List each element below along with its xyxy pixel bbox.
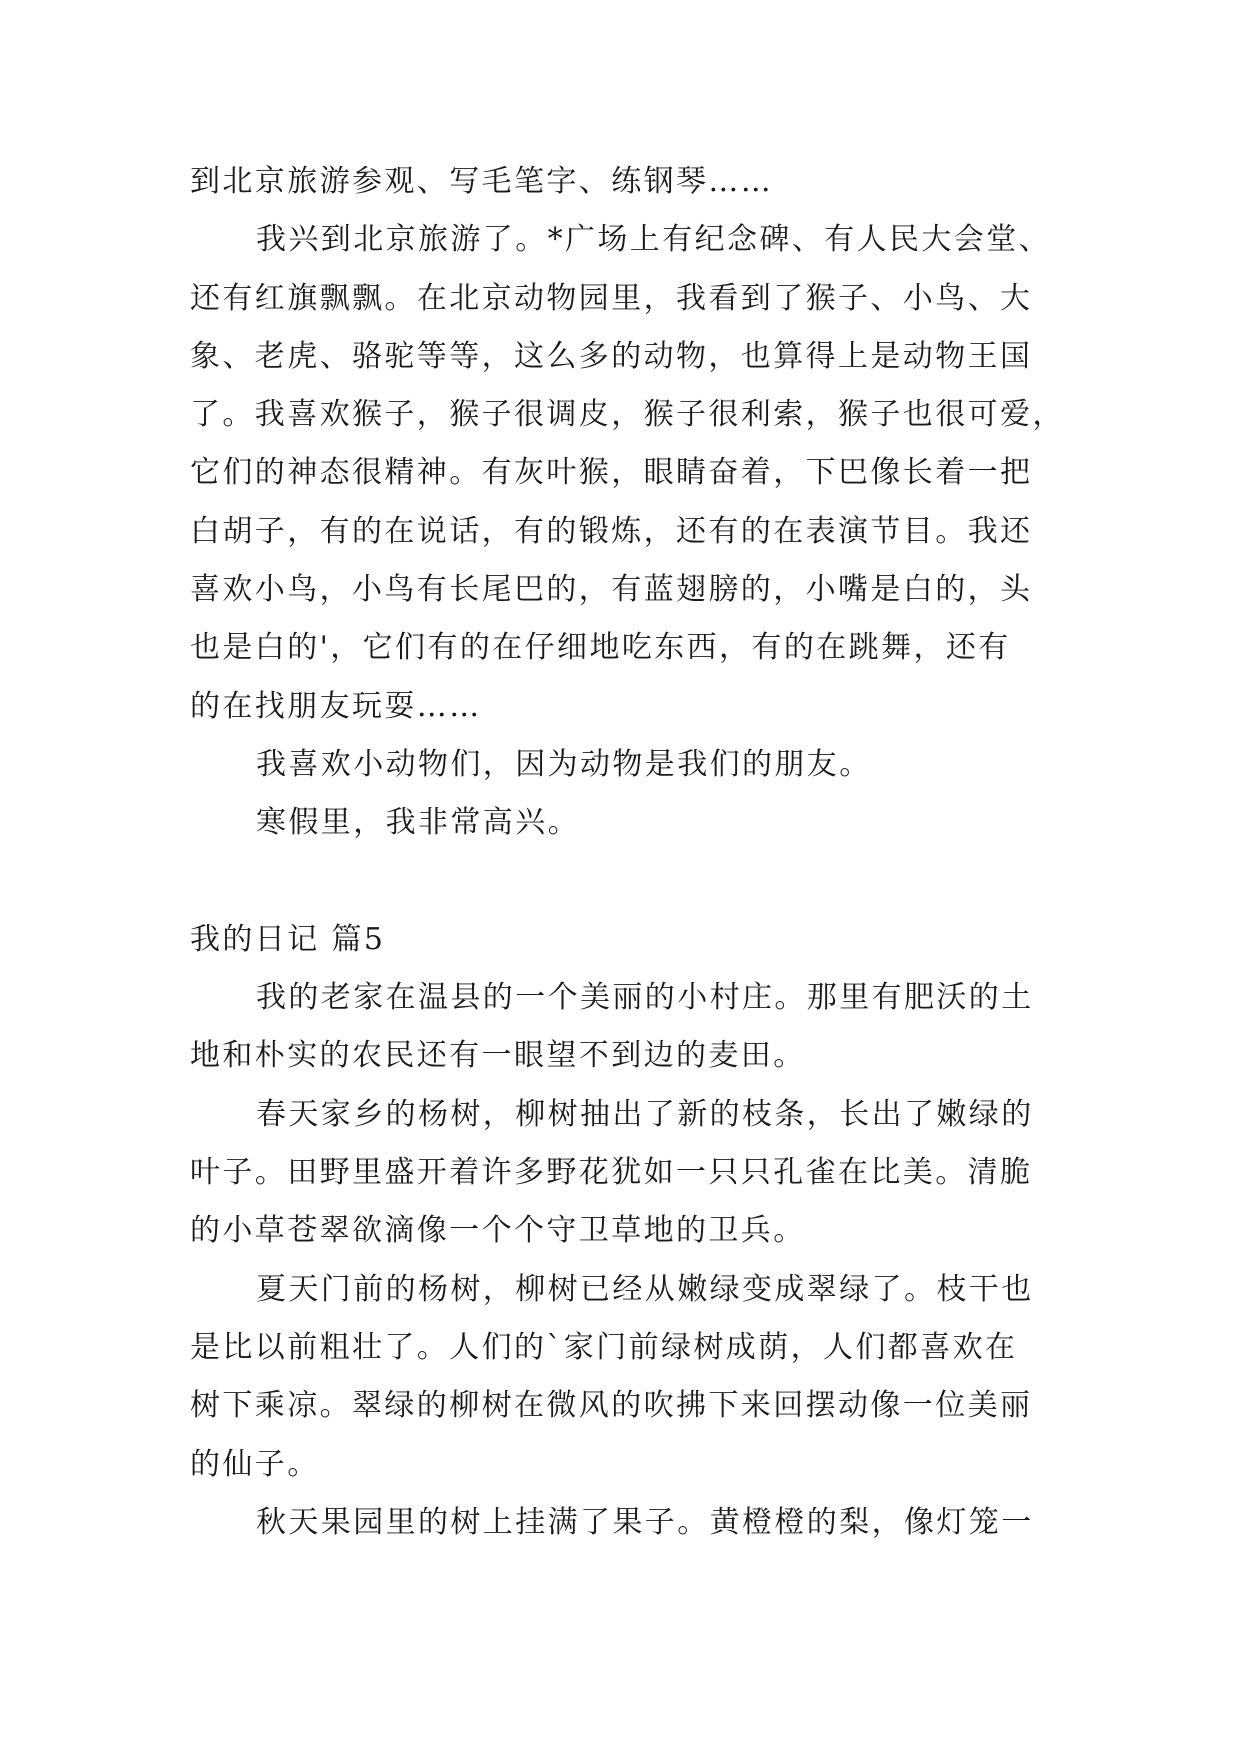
paragraph-line: 秋天果园里的树上挂满了果子。黄橙橙的梨，像灯笼一 bbox=[256, 1504, 1034, 1540]
section-heading: 我的日记 篇5 bbox=[190, 921, 386, 957]
document-body bbox=[190, 153, 1090, 1552]
paragraph-line: 的仙子。 bbox=[190, 1446, 320, 1482]
paragraph-line: 是比以前粗壮了。人们的`家门前绿树成荫，人们都喜欢在 bbox=[190, 1329, 1018, 1365]
paragraph-line: 也是白的'，它们有的在仔细地吃东西，有的在跳舞，还有 bbox=[190, 630, 1011, 666]
paragraph-line: 了。我喜欢猴子，猴子很调皮，猴子很利索，猴子也很可爱， bbox=[190, 397, 1065, 433]
paragraph-line: 的小草苍翠欲滴像一个个守卫草地的卫兵。 bbox=[190, 1213, 806, 1249]
section-spacer bbox=[190, 853, 1090, 911]
paragraph-line: 地和朴实的农民还有一眼望不到边的麦田。 bbox=[190, 1038, 806, 1074]
paragraph-line: 春天家乡的杨树，柳树抽出了新的枝条，长出了嫩绿的 bbox=[256, 1096, 1034, 1132]
paragraph-line: 象、老虎、骆驼等等，这么多的动物，也算得上是动物王国 bbox=[190, 338, 1033, 374]
paragraph-line: 寒假里，我非常高兴。 bbox=[256, 805, 580, 841]
paragraph-line: 的在找朋友玩耍…… bbox=[190, 688, 482, 724]
paragraph-line: 夏天门前的杨树，柳树已经从嫩绿变成翠绿了。枝干也 bbox=[256, 1271, 1034, 1307]
paragraph-line: 我的老家在温县的一个美丽的小村庄。那里有肥沃的土 bbox=[256, 980, 1034, 1016]
paragraph-line: 我兴到北京旅游了。*广场上有纪念碑、有人民大会堂、 bbox=[256, 222, 1051, 258]
paragraph-line: 白胡子，有的在说话，有的锻炼，还有的在表演节目。我还 bbox=[190, 513, 1033, 549]
paragraph-line: 它们的神态很精神。有灰叶猴，眼睛奋着，下巴像长着一把 bbox=[190, 455, 1033, 491]
paragraph-line: 到北京旅游参观、写毛笔字、练钢琴…… bbox=[190, 164, 774, 199]
paragraph-line: 叶子。田野里盛开着许多野花犹如一只只孔雀在比美。清脆 bbox=[190, 1155, 1033, 1191]
paragraph-line: 我喜欢小动物们，因为动物是我们的朋友。 bbox=[256, 746, 872, 782]
paragraph-line: 树下乘凉。翠绿的柳树在微风的吹拂下来回摆动像一位美丽 bbox=[190, 1388, 1033, 1424]
paragraph-line: 还有红旗飘飘。在北京动物园里，我看到了猴子、小鸟、大 bbox=[190, 280, 1033, 316]
paragraph-line: 喜欢小鸟，小鸟有长尾巴的，有蓝翅膀的，小嘴是白的，头 bbox=[190, 572, 1033, 608]
